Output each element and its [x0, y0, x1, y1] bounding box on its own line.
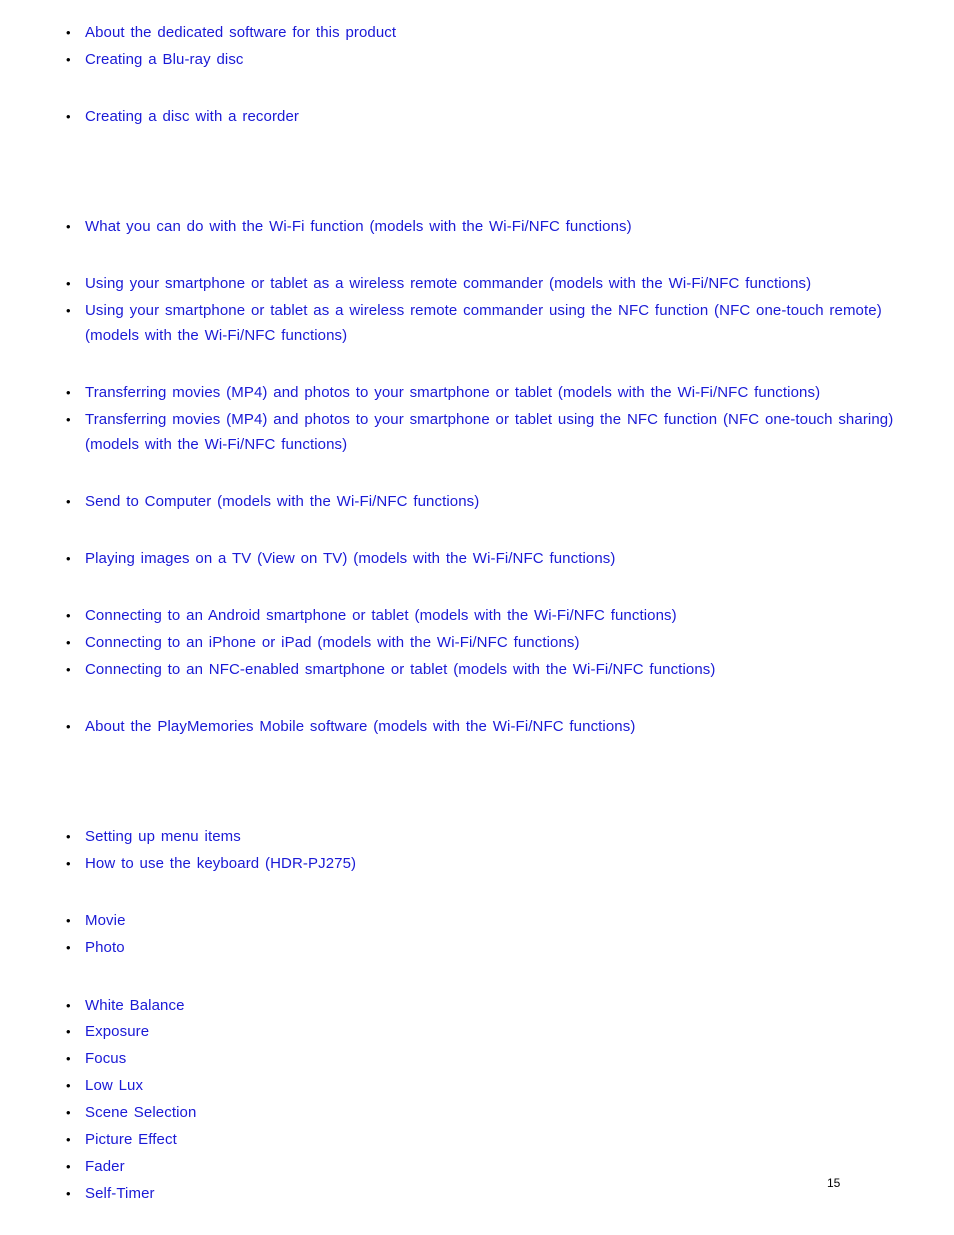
toc-link[interactable]: Connecting to an iPhone or iPad (models with the Wi-Fi/NFC functions): [85, 634, 580, 651]
list-item: [66, 272, 896, 297]
bullet: [66, 658, 85, 683]
bullet: [66, 1047, 85, 1072]
list-item: [66, 215, 896, 240]
bullet: [66, 105, 85, 130]
toc-link[interactable]: Using your smartphone or tablet as a wireless remote commander (models with the Wi-Fi/NFC functions): [85, 275, 812, 292]
toc-link[interactable]: Send to Computer (models with the Wi-Fi/NFC functions): [85, 493, 480, 510]
bullet: [66, 1182, 85, 1207]
toc-link[interactable]: Creating a Blu-ray disc: [85, 51, 244, 68]
bullet: [66, 994, 85, 1019]
list-item: [66, 1155, 896, 1180]
list-item: [66, 547, 896, 572]
bullet: [66, 1155, 85, 1180]
list-item: [66, 1101, 896, 1126]
list-item: [66, 408, 896, 457]
toc-link[interactable]: Playing images on a TV (View on TV) (models with the Wi-Fi/NFC functions): [85, 550, 616, 567]
list-item: [66, 21, 896, 46]
list-item: [66, 631, 896, 656]
bullet: [66, 1020, 85, 1045]
bullet: [66, 408, 85, 433]
bullet: [66, 1101, 85, 1126]
list-item: [66, 852, 896, 877]
toc-link[interactable]: Fader: [85, 1158, 125, 1175]
bullet: [66, 852, 85, 877]
bullet: [66, 272, 85, 297]
toc-link[interactable]: Focus: [85, 1050, 127, 1067]
bullet: [66, 299, 85, 324]
bullet: [66, 1074, 85, 1099]
list-item: [66, 299, 896, 348]
bullet: [66, 547, 85, 572]
toc-link[interactable]: Exposure: [85, 1023, 150, 1040]
list-item: [66, 825, 896, 850]
list-item: [66, 1074, 896, 1099]
bullet: [66, 21, 85, 46]
toc-link[interactable]: Photo: [85, 939, 125, 956]
list-item: [66, 105, 896, 130]
bullet: [66, 1128, 85, 1153]
bullet: [66, 48, 85, 73]
toc-link[interactable]: Movie: [85, 912, 126, 929]
toc-link[interactable]: Creating a disc with a recorder: [85, 108, 300, 125]
toc-link[interactable]: White Balance: [85, 997, 185, 1014]
toc-link[interactable]: Scene Selection: [85, 1104, 197, 1121]
bullet: [66, 825, 85, 850]
list-item: [66, 658, 896, 683]
toc-link[interactable]: Connecting to an NFC-enabled smartphone or tablet (models with the Wi-Fi/NFC functions): [85, 661, 716, 678]
list-item: [66, 1182, 896, 1207]
toc-link[interactable]: What you can do with the Wi-Fi function (models with the Wi-Fi/NFC functions): [85, 218, 632, 235]
list-item: [66, 490, 896, 515]
toc-link[interactable]: About the PlayMemories Mobile software (models with the Wi-Fi/NFC functions): [85, 718, 636, 735]
toc-link[interactable]: Picture Effect: [85, 1131, 177, 1148]
toc-link[interactable]: Connecting to an Android smartphone or tablet (models with the Wi-Fi/NFC functions): [85, 607, 677, 624]
list-item: [66, 909, 896, 934]
bullet: [66, 381, 85, 406]
bullet: [66, 936, 85, 961]
toc-link[interactable]: How to use the keyboard (HDR-PJ275): [85, 855, 357, 872]
list-item: [66, 1020, 896, 1045]
list-item: [66, 381, 896, 406]
list-item: [66, 48, 896, 73]
bullet: [66, 909, 85, 934]
bullet: [66, 490, 85, 515]
page-number: 15: [827, 1176, 841, 1190]
toc-link[interactable]: Setting up menu items: [85, 828, 241, 845]
toc-link[interactable]: Using your smartphone or tablet as a wireless remote commander using the NFC function (NFC one-touch remote) (models with the Wi-Fi/NFC functions): [85, 302, 882, 344]
toc-link[interactable]: About the dedicated software for this product: [85, 24, 397, 41]
bullet: [66, 631, 85, 656]
list-item: [66, 1047, 896, 1072]
toc-link[interactable]: Transferring movies (MP4) and photos to your smartphone or tablet (models with the Wi-Fi/NFC functions): [85, 384, 821, 401]
toc-link[interactable]: Transferring movies (MP4) and photos to your smartphone or tablet using the NFC function (NFC one-touch sharing) (models with the Wi-Fi/NFC functions): [85, 411, 894, 453]
bullet: [66, 604, 85, 629]
list-item: [66, 715, 896, 740]
list-item: [66, 1128, 896, 1153]
list-item: [66, 604, 896, 629]
bullet: [66, 715, 85, 740]
toc-link[interactable]: Self-Timer: [85, 1185, 155, 1202]
list-item: [66, 936, 896, 961]
list-item: [66, 994, 896, 1019]
bullet: [66, 215, 85, 240]
toc-link[interactable]: Low Lux: [85, 1077, 144, 1094]
